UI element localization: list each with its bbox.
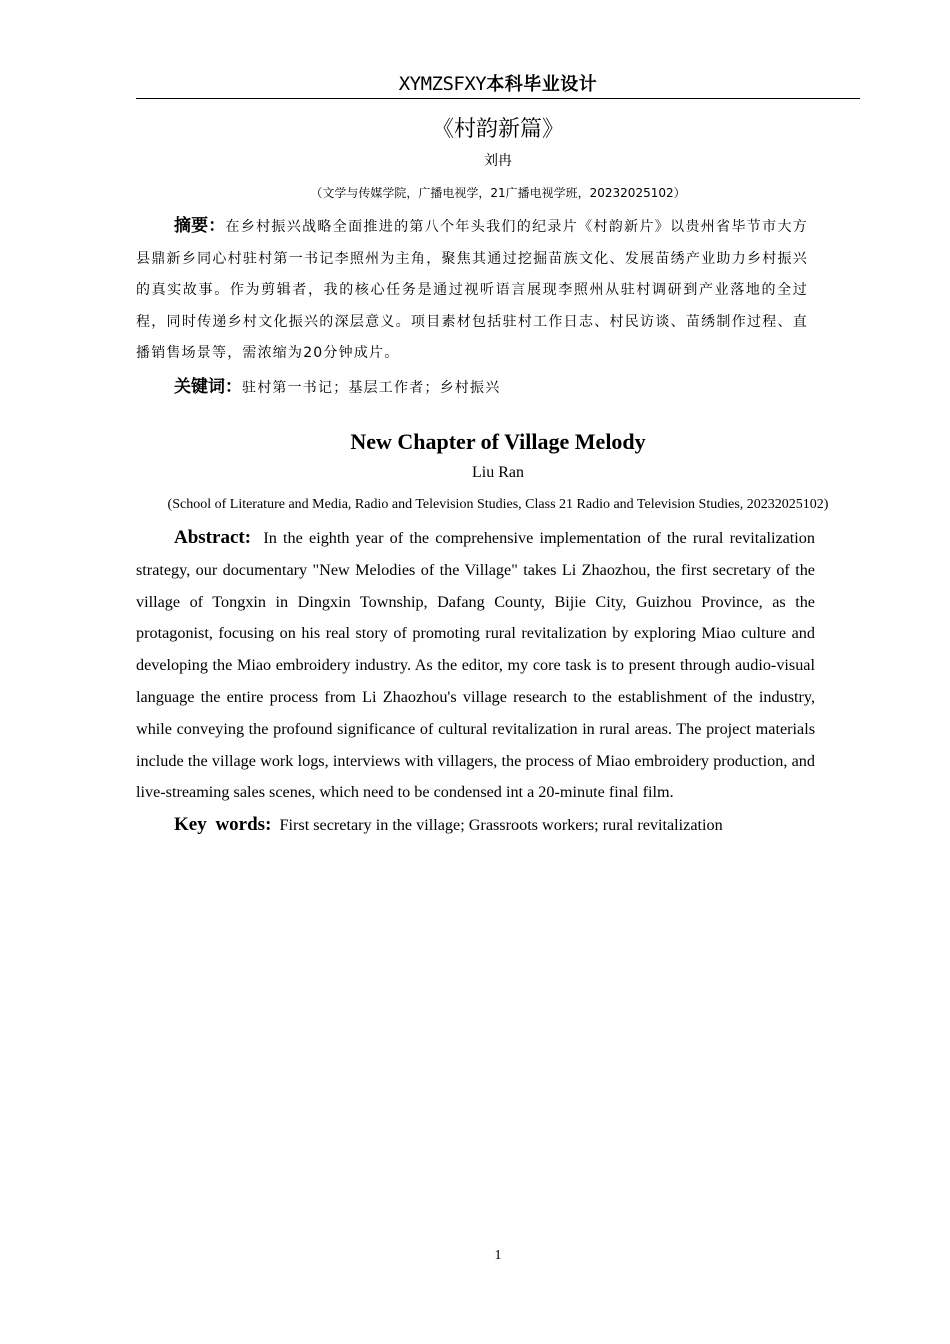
english-keywords-label: Key words: [174,814,272,835]
chinese-keywords [136,372,808,403]
english-keywords-text: First secretary in the village; Grassroots workers; rural revitalization [279,816,723,834]
chinese-abstract [136,211,808,370]
chinese-affiliation: （文学与传媒学院，广播电视学，21广播电视学班，20232025102） [310,186,686,200]
header-rule [136,98,860,99]
header-code: XYMZSFXY [398,73,487,95]
running-header [136,70,860,99]
english-title: New Chapter of Village Melody [350,429,646,454]
header-label: 本科毕业设计 [486,74,598,95]
chinese-keywords-text: 驻村第一书记；基层工作者；乡村振兴 [242,380,501,396]
chinese-abstract-text: 在乡村振兴战略全面推进的第八个年头我们的纪录片《村韵新片》以贵州省毕节市大方县鼎新乡同心村驻村第一书记李照州为主角，聚焦其通过挖掘苗族文化、发展苗绣产业助力乡村振兴的真实故事。作为剪辑者，我的核心任务是通过视听语言展现李照州从驻村调研到产业落地的全过程，同时传递乡村文化振兴的深层意义。项目素材包括驻村工作日志、村民访谈、苗绣制作过程、直播销售场景等，需浓缩为20分钟成片。 [136,219,808,361]
chinese-keywords-label: 关键词： [174,377,242,397]
english-author: Liu Ran [472,464,524,481]
chinese-abstract-label: 摘要： [174,216,226,236]
chinese-title: 《村韵新篇》 [431,117,564,142]
english-abstract-text: In the eighth year of the comprehensive implementation of the rural revitalization strategy, our documentary "New Melodies of the Village" takes Li Zhaozhou, the first secretary of the village of Tongxin in Dingxin Township, Dafang County, Bijie City, Guizhou Province, as the protagonist, focusing on his real story of promoting rural revitalization by exploring Miao culture and developing the Miao embroidery industry. As the editor, my core task is to present through audio-visual language the entire process from Li Zhaozhou's village research to the establishment of the industry, while conveying the profound significance of cultural revitalization in rural areas. The project materials include the village work logs, interviews with villagers, the process of Miao embroidery production, and live-streaming sales scenes, which need to be condensed int a 20-minute final film. [136,529,815,802]
chinese-author: 刘冉 [484,153,512,169]
english-abstract-label: Abstract: [174,527,252,548]
page-number: 1 [494,1248,502,1263]
english-abstract [136,522,815,809]
english-affiliation: (School of Literature and Media, Radio and Television Studies, Class 21 Radio and Television Studies, 20232025102) [167,497,829,512]
english-keywords [136,810,815,840]
